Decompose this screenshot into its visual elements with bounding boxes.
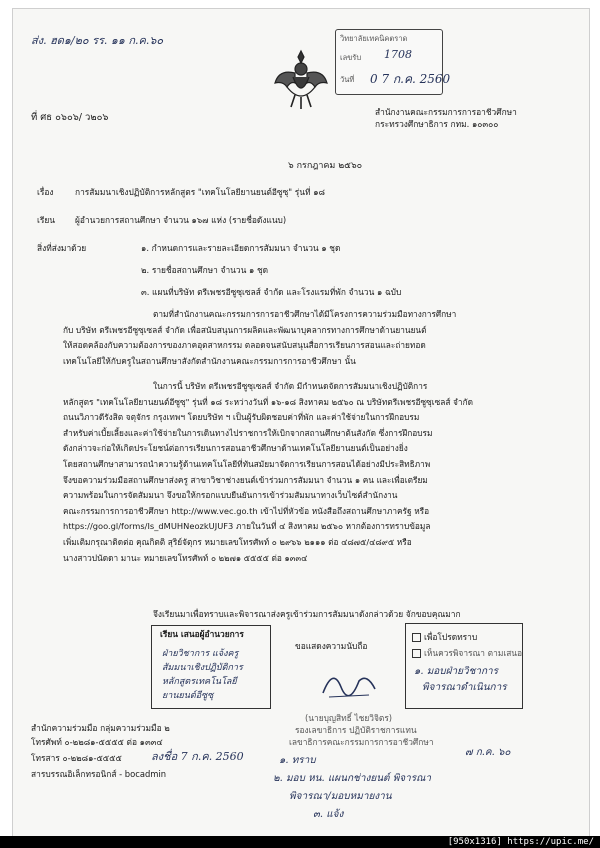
watermark-bar [0,836,600,848]
receipt-date-label: วันที่ [340,75,355,84]
receipt-stamp-org: วิทยาลัยเทคนิคตราด [340,34,408,43]
watermark-url[interactable]: [950x1316] https://upic.me/ [447,837,594,847]
action-option [412,648,522,659]
receipt-date-value: 0 7 ก.ค. 2560 [370,72,451,86]
director-note-line: สัมมนาเชิงปฏิบัติการ [162,663,243,673]
to-text: ผู้อำนวยการสถานศึกษา จำนวน ๑๖๗ แห่ง (รายชื่อดังแนบ) [75,215,287,225]
action-option [412,632,477,643]
paragraph-1 [63,307,499,369]
checkbox-icon [412,649,421,658]
bottom-note: ๒. มอบ หน. แผนกช่างยนต์ พิจารณา [273,773,432,784]
sender-org-line2: กระทรวงศึกษาธิการ กทม. ๑๐๓๐๐ [375,119,499,129]
courtesy-text: ขอแสดงความนับถือ [295,641,368,651]
action-option-label: เพื่อโปรดทราบ [424,632,478,642]
paragraph-line: ให้สอดคล้องกับความต้องการของภาคอุตสาหกรรม ตลอดจนสนับสนุนสื่อการเรียนการสอนและถ่ายทอด [63,340,426,351]
receipt-number-label: เลขรับ [340,53,362,62]
closing-text: จึงเรียนมาเพื่อทราบและพิจารณาส่งครูเข้าร่วมการสัมมนาดังกล่าวด้วย จักขอบคุณมาก [153,609,461,619]
action-option-label: เห็นควรพิจารณา ตามเสนอ [424,648,523,658]
paragraph-line: คณะกรรมการการอาชีวศึกษา http://www.vec.go.th เข้าไปที่หัวข้อ หนังสือถึงสถานศึกษาภาครัฐ หรือ [63,505,430,516]
paragraph-line: หลักสูตร "เทคโนโลยียานยนต์อีซูซุ" รุ่นที่ ๑๘ ระหว่างวันที่ ๑๖-๑๘ สิงหาคม ๒๕๖๐ ณ บริษัทตรีเพชรอีซูซุเซลส์ จำกัด [63,396,473,407]
paragraph-line: ในการนี้ บริษัท ตรีเพชรอีซูซุเซลส์ จำกัด มีกำหนดจัดการสัมมนาเชิงปฏิบัติการ [153,381,428,391]
paragraph-line: https://goo.gl/forms/Is_dMUHNeozkUJUF3 ภายในวันที่ ๔ สิงหาคม ๒๕๖๐ หากต้องการทราบข้อมูล [63,521,431,532]
paragraph-line: เทคโนโลยีให้กับครูในสถานศึกษาสังกัดสำนักงานคณะกรรมการการอาชีวศึกษา นั้น [63,355,356,366]
checkbox-icon [412,633,421,642]
director-note-line: ฝ่ายวิชาการ แจ้งครู [162,649,239,659]
bottom-note: ๓. แจ้ง [313,809,344,820]
attachment-item: ๑. กำหนดการและรายละเอียดการสัมมนา จำนวน ๑ ชุด [141,243,341,253]
director-note-box [151,625,271,709]
doc-number: ที่ ศธ ๐๖๐๖/ ว๒๐๖ [31,112,109,123]
garuda-emblem [273,47,329,113]
attachments-label: สิ่งที่ส่งมาด้วย [37,243,87,253]
director-note-line: ยานยนต์อีซูซุ [162,691,214,701]
action-line: ๑. มอบฝ่ายวิชาการ [414,666,499,677]
signer-name: (นายบุญสิทธิ์ ไชยวิจิตร) [305,713,393,723]
office-line: โทรสาร ๐-๒๒๘๑-๕๕๕๕ [31,753,122,763]
paragraph-line: กับ บริษัท ตรีเพชรอีซูซุเซลส์ จำกัด เพื่อสนับสนุนการผลิตและพัฒนาบุคลากรทางการศึกษาด้านยานยนต์ [63,324,427,335]
to-label: เรียน [37,215,55,225]
receipt-stamp [335,29,451,95]
sender-org-line1: สำนักงานคณะกรรมการการอาชีวศึกษา [375,107,517,117]
paragraph-line: สำหรับค่าเบี้ยเลี้ยงและค่าใช้จ่ายในการเดินทางไปราชการให้เบิกจากสถานศึกษาต้นสังกัด ซึ่งการฝึกอบรม [63,427,433,438]
attachment-item: ๒. รายชื่อสถานศึกษา จำนวน ๑ ชุด [141,265,269,275]
paragraph-line: จึงขอความร่วมมือสถานศึกษาส่งครู สาขาวิชาช่างยนต์เข้าร่วมการสัมมนา จำนวน ๑ คน และเพื่อเตรียม [63,474,428,485]
subject-text: การสัมมนาเชิงปฏิบัติการหลักสูตร "เทคโนโลยียานยนต์อีซูซุ" รุ่นที่ ๑๘ [75,187,325,197]
paragraph-2 [63,379,499,566]
director-note-line: หลักสูตรเทคโนโลยี [162,677,237,687]
bottom-note: ๑. ทราบ [279,755,316,766]
office-line: สารบรรณอิเล็กทรอนิกส์ - bocadmin [31,769,167,779]
document-page [12,8,590,838]
handwritten-routing-note: ส่ง. ฮด๑/๒๐ รร. ๑๑ ก.ค.๖๐ [31,34,164,47]
action-line: พิจารณาดำเนินการ [422,682,507,693]
paragraph-line: ตามที่สำนักงานคณะกรรมการการอาชีวศึกษาได้มีโครงการความร่วมมือทางการศึกษา [153,309,457,319]
signer-title-line2: เลขาธิการคณะกรรมการการอาชีวศึกษา [289,737,434,747]
paragraph-line: ดังกล่าวจะก่อให้เกิดประโยชน์ต่อการเรียนการสอนอาชีวศึกษาด้านเทคโนโลยียานยนต์เป็นอย่างยิ่ง [63,443,408,454]
paragraph-line: นางสาวปนัดดา มานะ หมายเลขโทรศัพท์ ๐ ๒๒๗๑ ๕๕๕๕ ต่อ ๑๓๓๔ [63,552,308,563]
action-date: ๗ ก.ค. ๖๐ [465,747,511,758]
signer-title-line1: รองเลขาธิการ ปฏิบัติราชการแทน [295,725,417,735]
signature [319,663,379,703]
subject-label: เรื่อง [37,187,54,197]
handwritten-date: ลงชื่อ 7 ก.ค. 2560 [151,750,244,763]
bottom-note: พิจารณา/มอบหมายงาน [289,791,392,802]
receipt-number-value: 1708 [384,48,412,61]
office-line: สำนักความร่วมมือ กลุ่มความร่วมมือ ๒ [31,723,170,733]
office-line: โทรศัพท์ ๐-๒๒๘๑-๕๕๕๕ ต่อ ๑๓๓๔ [31,737,163,747]
director-note-title: เรียน เสนอผู้อำนวยการ [160,629,244,639]
paragraph-line: ความพร้อมในการจัดสัมมนา จึงขอให้กรอกแบบยืนยันการเข้าร่วมสัมมนาทางเว็บไซต์สำนักงาน [63,490,398,501]
paragraph-line: โดยสถานศึกษาสามารถนำความรู้ด้านเทคโนโลยีที่ทันสมัยมาจัดการเรียนการสอนได้อย่างมีประสิทธิภาพ [63,458,431,469]
paragraph-line: เพิ่มเติมกรุณาติดต่อ คุณกิตติ สุริย์จัตุกร หมายเลขโทรศัพท์ ๐ ๒๙๖๖ ๒๑๑๑ ต่อ ๔๘๗๕/๔๘๙๕ หรือ [63,536,412,547]
paragraph-line: ถนนวิภาวดีรังสิต จตุจักร กรุงเทพฯ โดยบริษัท ฯ เป็นผู้รับผิดชอบค่าที่พัก และค่าใช้จ่ายในการฝึกอบรม [63,412,420,423]
action-box [405,623,523,709]
attachment-item: ๓. แผนที่บริษัท ตรีเพชรอีซูซุเซลส์ จำกัด และโรงแรมที่พัก จำนวน ๑ ฉบับ [141,287,402,297]
letter-date: ๖ กรกฎาคม ๒๕๖๐ [288,161,363,171]
